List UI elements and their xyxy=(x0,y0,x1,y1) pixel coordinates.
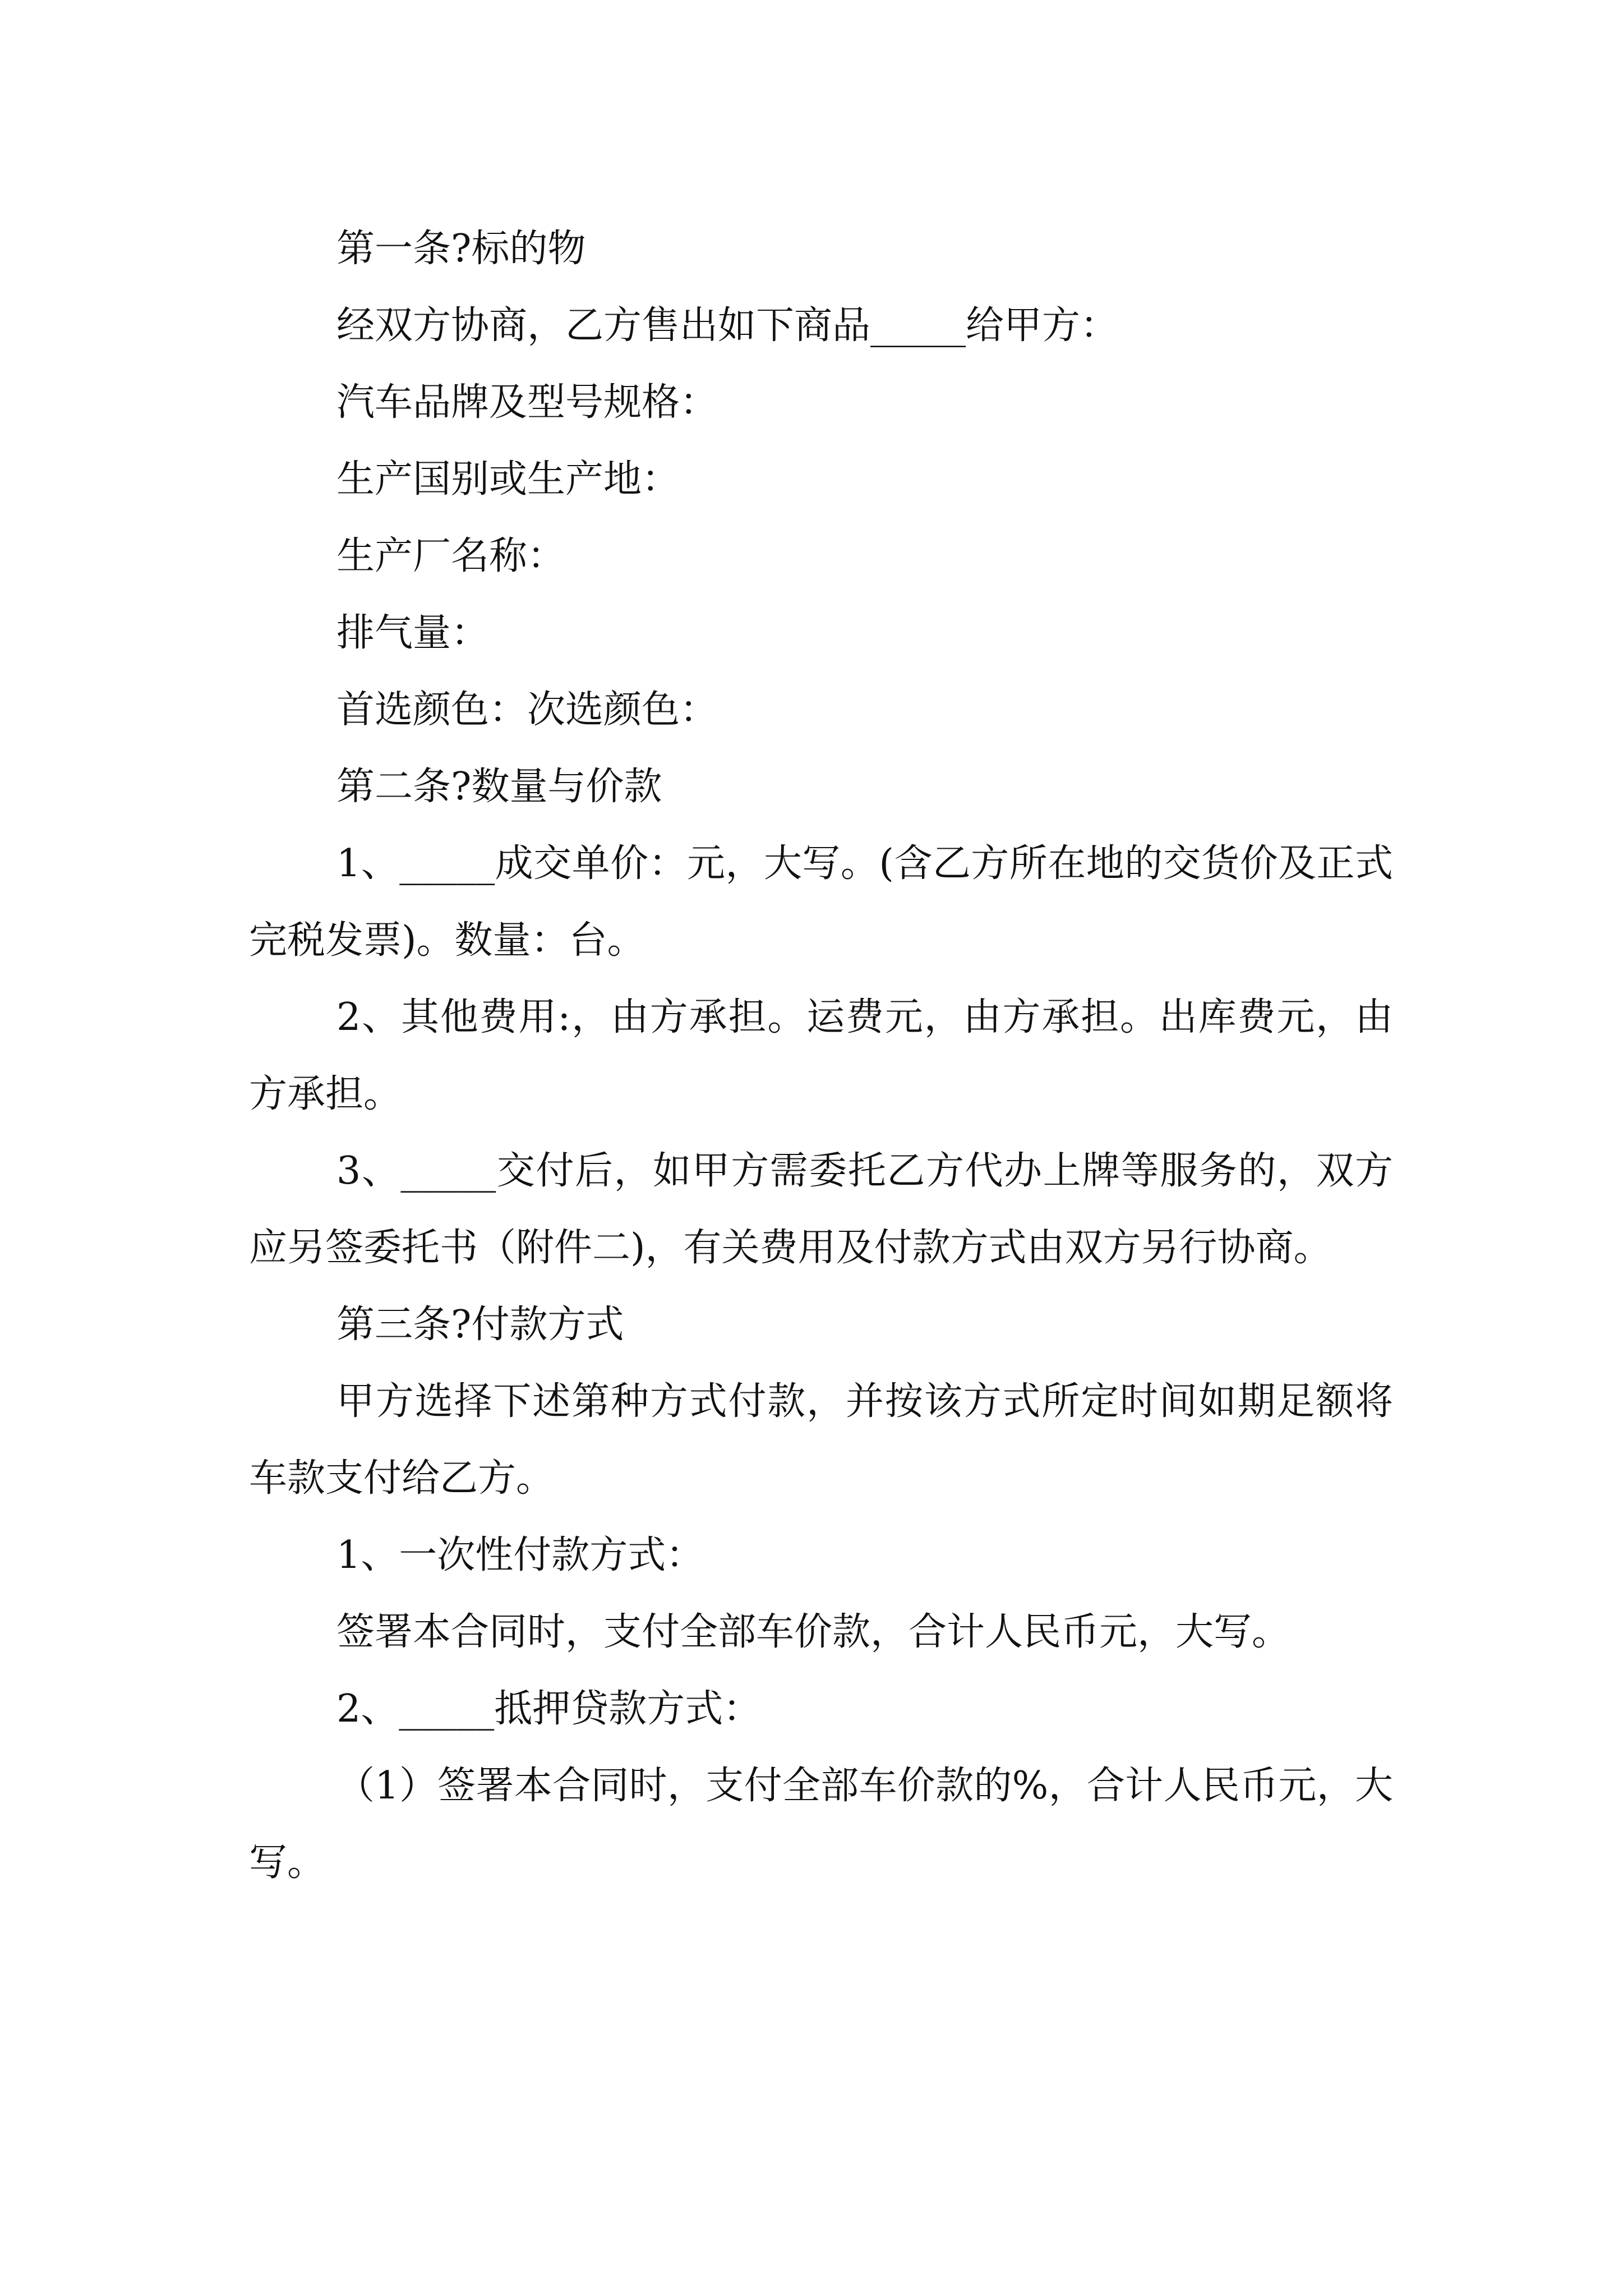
paragraph-other-fees: 2、其他费用:，由方承担。运费元，由方承担。出库费元，由方承担。 xyxy=(249,995,1393,1116)
article-3-heading: 第三条?付款方式 xyxy=(336,1303,624,1347)
paragraph-displacement: 排气量： xyxy=(336,611,490,655)
article-2-heading: 第二条?数量与价款 xyxy=(336,765,662,809)
paragraph-mortgage-heading: 2、_____抵押贷款方式： xyxy=(336,1687,762,1731)
paragraph-brand-model: 汽车品牌及型号规格： xyxy=(336,380,718,425)
paragraph-lump-sum-detail: 签署本合同时，支付全部车价款，合计人民币元，大写。 xyxy=(336,1610,1290,1654)
paragraph-payment-choice: 甲方选择下述第种方式付款，并按该方式所定时间如期足额将车款支付给乙方。 xyxy=(249,1379,1393,1501)
paragraph-goods-sale: 经双方协商，乙方售出如下商品_____给甲方： xyxy=(336,303,1119,348)
paragraph-origin: 生产国别或生产地： xyxy=(336,457,680,501)
paragraph-lump-sum-heading: 1、一次性付款方式： xyxy=(336,1533,704,1577)
paragraph-colors: 首选颜色：次选颜色： xyxy=(336,688,718,732)
document-body xyxy=(249,210,1393,1901)
paragraph-manufacturer: 生产厂名称： xyxy=(336,534,566,578)
paragraph-unit-price: 1、_____成交单价：元，大写。(含乙方所在地的交货价及正式完税发票)。数量：台。 xyxy=(249,841,1393,963)
article-1-heading: 第一条?标的物 xyxy=(336,227,586,271)
paragraph-delivery-services: 3、_____交付后，如甲方需委托乙方代办上牌等服务的，双方应另签委托书（附件二)，有关费用及付款方式由双方另行协商。 xyxy=(249,1149,1393,1270)
paragraph-mortgage-detail-1: （1）签署本合同时，支付全部车价款的%，合计人民币元，大写。 xyxy=(249,1764,1393,1885)
